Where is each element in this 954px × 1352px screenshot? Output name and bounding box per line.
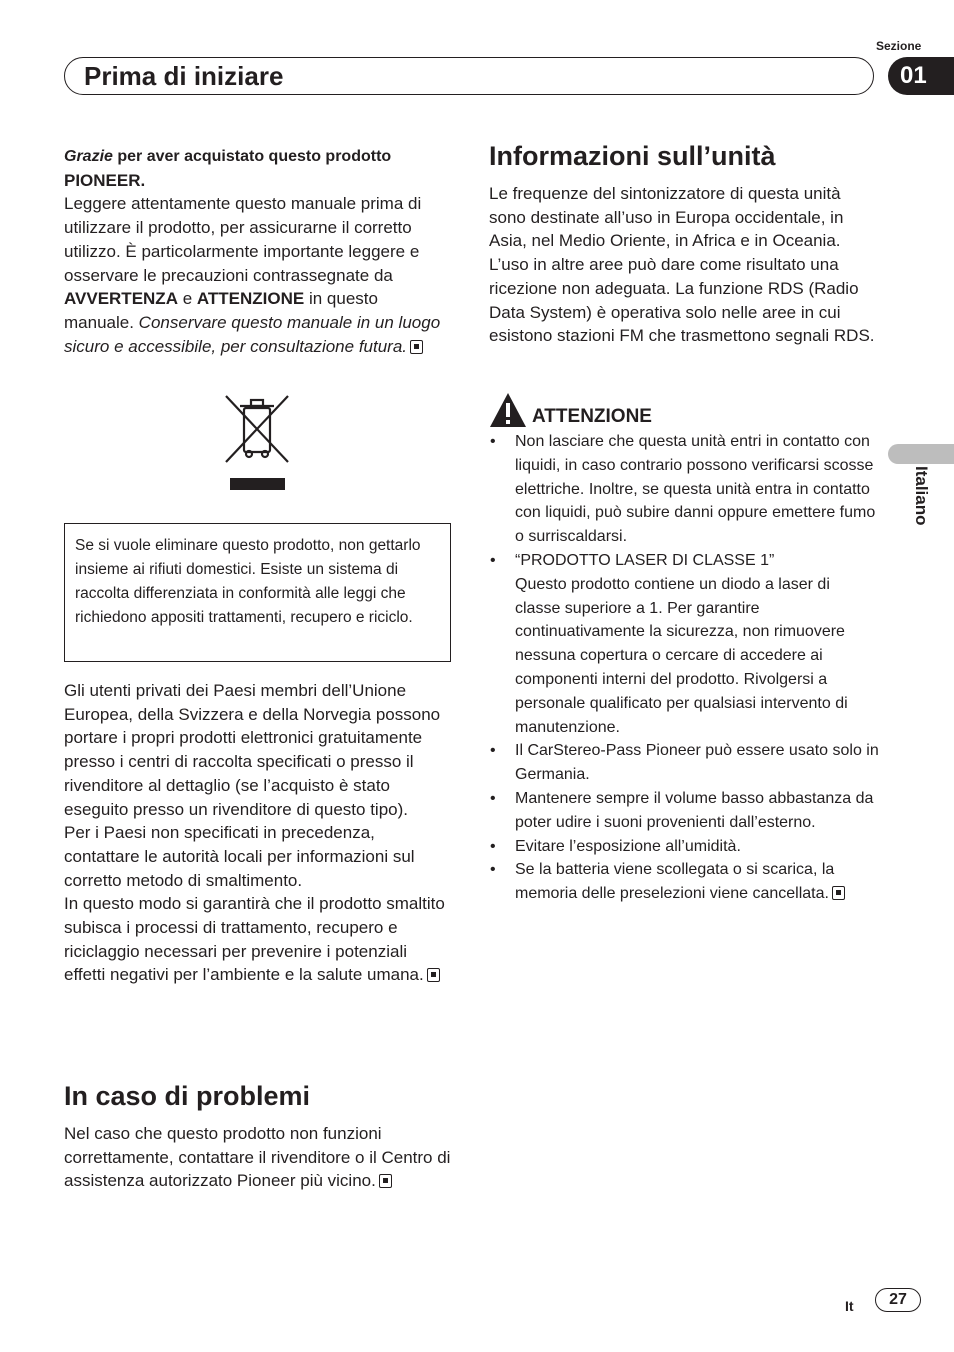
footer-language-code: It <box>845 1298 854 1314</box>
heading-info: Informazioni sull’unità <box>489 141 776 171</box>
problemi-text: Nel caso che questo prodotto non funzioni correttamente, contattare il rivenditore o il Centro di assistenza autorizzato Pioneer più vicino. <box>64 1124 451 1191</box>
list-item: • Mantenere sempre il volume basso abbastanza da poter udire i suoni provenienti dall’esterno. <box>489 787 879 835</box>
weee-bar <box>230 478 285 490</box>
intro-italic-tail: Conservare questo manuale in un luogo sicuro e accessibile, per consultazione futura. <box>64 312 441 356</box>
problemi-text-wrap <box>64 1122 452 1193</box>
weee-bin-icon <box>222 392 292 469</box>
intro-lead-rest: per aver acquistato questo prodotto <box>112 148 392 165</box>
warning-triangle-icon <box>489 392 527 433</box>
intro-text-2: in questo manuale. <box>64 289 378 332</box>
problemi-block <box>64 1122 452 1193</box>
list-item <box>489 858 879 906</box>
laser-class: “PRODOTTO LASER DI CLASSE 1” <box>515 551 775 569</box>
list-item: • Non lasciare che questa unità entri in contatto con liquidi, in caso contrario possono verificarsi scosse elettriche. Inoltre, se questa unità entra in contatto con liquidi, può subire danni oppure emettere fumo o surriscaldarsi. <box>489 430 879 549</box>
disposal-para-3: In questo modo si garantirà che il prodotto smaltito subisca i processi di trattamento, recupero e riciclaggio necessari per prevenire i potenziali effetti negativi per l’ambiente e la salute umana. <box>64 894 445 985</box>
intro-lead <box>64 144 452 358</box>
intro-avvertenza: AVVERTENZA <box>64 289 178 309</box>
disposal-notice-box: Se si vuole eliminare questo prodotto, non gettarlo insieme ai rifiuti domestici. Esiste un sistema di raccolta differenziata in conformità alle leggi che richiedono appositi trattamenti, recupero e riciclo. <box>64 523 451 662</box>
battery-text: Se la batteria viene scollegata o si scarica, la memoria delle preselezioni viene cancellata. <box>515 861 835 903</box>
intro-attenzione: ATTENZIONE <box>196 289 305 309</box>
intro-lead-italic: Grazie <box>64 148 113 165</box>
language-tab-marker <box>888 444 954 464</box>
list-item: • Il CarStereo-Pass Pioneer può essere usato solo in Germania. <box>489 739 879 787</box>
section-number-badge: 01 <box>888 57 954 95</box>
intro-brand: PIONEER. <box>64 170 146 190</box>
list-item <box>489 549 879 739</box>
intro-block <box>64 144 452 358</box>
disposal-para-1: Gli utenti privati dei Paesi membri dell’Unione Europea, della Svizzera e della Norvegia possono portare i propri prodotti elettronici gratuitamente presso i centri di raccolta specificati o presso il rivenditore al dettaglio (se l’acquisto è stato eseguito presso un rivenditore di questo tipo). <box>64 681 441 819</box>
language-tab-label: Italiano <box>912 466 931 526</box>
disposal-para-2: Per i Paesi non specificati in precedenza, contattare le autorità locali per informazioni sul corretto metodo di smaltimento. <box>64 823 415 890</box>
page-number: 27 <box>875 1288 921 1312</box>
section-label: Sezione <box>876 39 922 53</box>
end-mark-icon <box>427 968 440 982</box>
intro-text-1: Leggere attentamente questo manuale prima di utilizzare il prodotto, per assicurarne il corretto utilizzo. È particolarmente importante leggere e osservare le precauzioni contrassegnate da <box>64 194 422 285</box>
laser-detail: Questo prodotto contiene un diodo a laser di classe superiore a 1. Per garantire continuativamente la sicurezza, non rimuovere nessuna copertura o cercare di accedere ai componenti interni del prodotto. Rivolgersi a personale qualificato per qualsiasi intervento di manutenzione. <box>515 575 848 736</box>
end-mark-icon <box>410 340 423 354</box>
page-title: Prima di iniziare <box>84 61 284 91</box>
end-mark-icon <box>832 886 845 900</box>
disposal-para-3-wrap <box>64 892 452 987</box>
info-text: Le frequenze del sintonizzatore di questa unità sono destinate all’uso in Europa occidentale, in Asia, nel Medio Oriente, in Africa e in Oceania. L’uso in altre aree può dare come risultato una ricezione non adeguata. La funzione RDS (Radio Data System) è operativa solo nelle aree in cui esistono stazioni FM che trasmettono segnali RDS. <box>489 184 875 346</box>
list-item: • Evitare l’esposizione all’umidità. <box>489 835 879 859</box>
warning-list <box>489 430 879 906</box>
end-mark-icon <box>379 1174 392 1188</box>
disposal-paragraphs <box>64 679 452 987</box>
intro-conj: e <box>177 289 197 309</box>
heading-problemi: In caso di problemi <box>64 1081 311 1111</box>
warning-title: ATTENZIONE <box>532 406 652 427</box>
info-block <box>489 182 877 348</box>
